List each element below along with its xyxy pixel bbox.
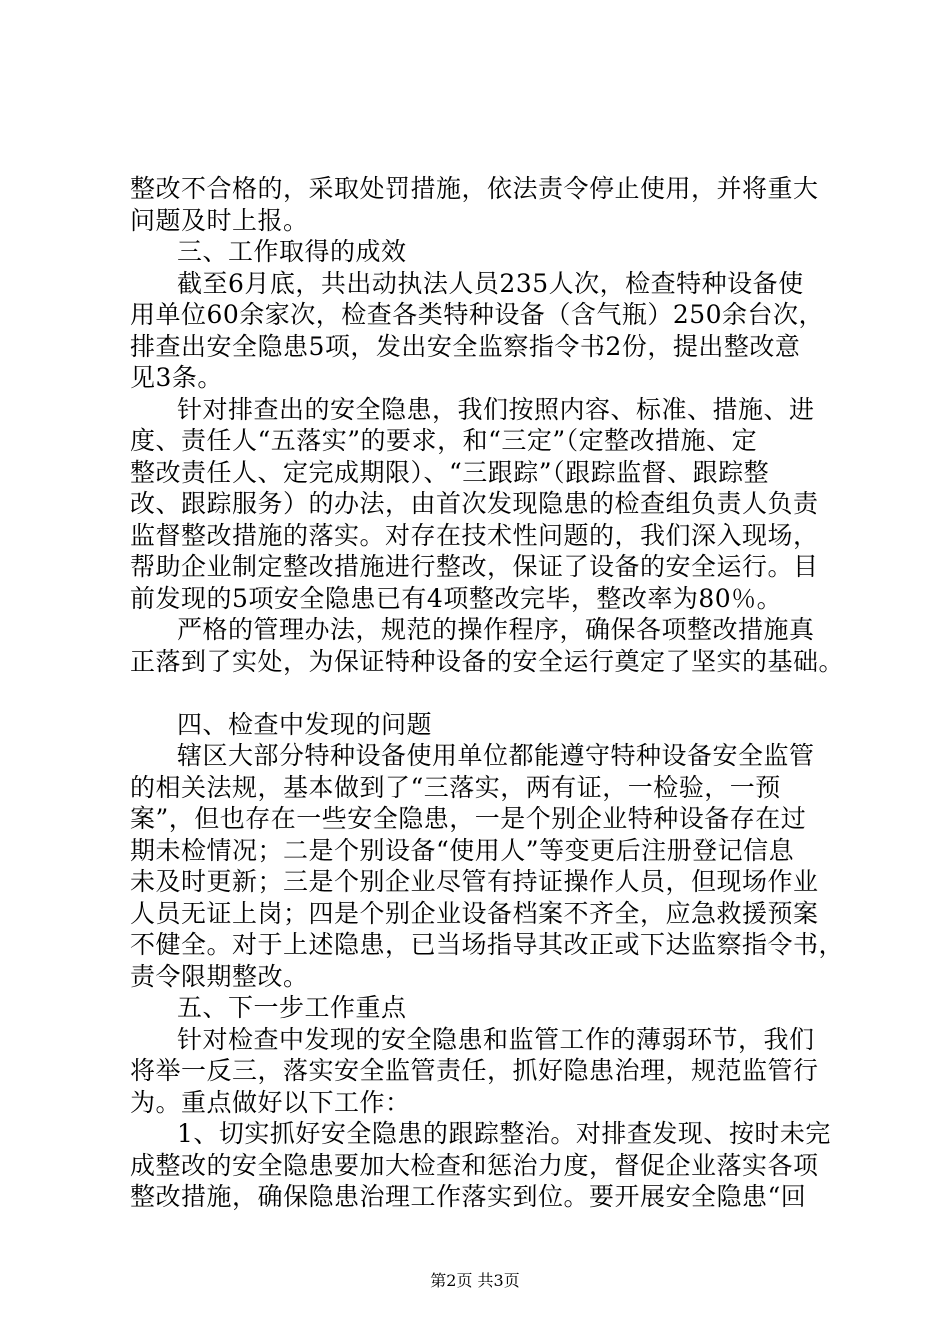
text-line: 截至6月底，共出动执法人员235人次，检查特种设备使: [177, 268, 804, 298]
text-line: 1、切实抓好安全隐患的跟踪整治。对排查发现、按时未完: [177, 1119, 831, 1148]
text-line: 整改不合格的，采取处罚措施，依法责令停止使用，并将重大: [130, 174, 819, 203]
text-line: 度、责任人“五落实”的要求，和“三定”（定整改措施、定: [130, 426, 758, 455]
text-line: 整改责任人、定完成期限）、“三跟踪”（跟踪监督、跟踪整: [130, 457, 770, 487]
text-line: 前发现的5项安全隐患已有4项整改完毕，整改率为80％。: [130, 583, 783, 613]
page-footer: 第2页 共3页: [430, 1271, 520, 1290]
text-line: 改、跟踪服务）的办法，由首次发现隐患的检查组负责人负责: [130, 489, 819, 518]
text-line: 监督整改措施的落实。对存在技术性问题的，我们深入现场，: [130, 520, 819, 550]
text-line: 期未检情况；二是个别设备“使用人”等变更后注册登记信息: [130, 835, 795, 865]
text-line: 帮助企业制定整改措施进行整改，保证了设备的安全运行。目: [130, 552, 819, 581]
text-line: 排查出安全隐患5项，发出安全监察指令书2份，提出整改意: [130, 331, 801, 361]
text-line: 责令限期整改。: [130, 961, 309, 991]
text-line: 正落到了实处，为保证特种设备的安全运行奠定了坚实的基础。: [130, 646, 845, 676]
text-line: 成整改的安全隐患要加大检查和惩治力度，督促企业落实各项: [130, 1150, 819, 1180]
text-line: 将举一反三，落实安全监管责任，抓好隐患治理，规范监管行: [130, 1056, 819, 1085]
text-line: 未及时更新；三是个别企业尽管有持证操作人员，但现场作业: [130, 867, 819, 896]
text-line: 四、检查中发现的问题: [177, 709, 433, 739]
text-line: 的相关法规，基本做到了“三落实，两有证，一检验，一预: [130, 772, 781, 802]
text-line: 三、工作取得的成效: [177, 237, 407, 266]
text-line: 人员无证上岗；四是个别企业设备档案不齐全，应急救援预案: [130, 898, 819, 928]
text-line: 辖区大部分特种设备使用单位都能遵守特种设备安全监管: [177, 741, 815, 770]
text-line: 整改措施，确保隐患治理工作落实到位。要开展安全隐患“回: [130, 1182, 807, 1211]
text-line: 严格的管理办法，规范的操作程序，确保各项整改措施真: [177, 615, 815, 644]
text-line: [130, 677, 830, 709]
text-line: 不健全。对于上述隐患，已当场指导其改正或下达监察指令书，: [130, 930, 845, 959]
text-line: 针对排查出的安全隐患，我们按照内容、标准、措施、进: [177, 394, 815, 424]
text-line: 见3条。: [130, 363, 223, 392]
text-line: 为。重点做好以下工作：: [130, 1087, 411, 1117]
text-line: 针对检查中发现的安全隐患和监管工作的薄弱环节，我们: [177, 1024, 815, 1054]
text-line: 用单位60余家次，检查各类特种设备（含气瓶）250余台次，: [130, 300, 825, 329]
text-line: 案”，但也存在一些安全隐患，一是个别企业特种设备存在过: [130, 804, 807, 833]
text-line: 问题及时上报。: [130, 205, 309, 235]
text-line: 五、下一步工作重点: [177, 993, 407, 1022]
document-body: [130, 173, 845, 1213]
